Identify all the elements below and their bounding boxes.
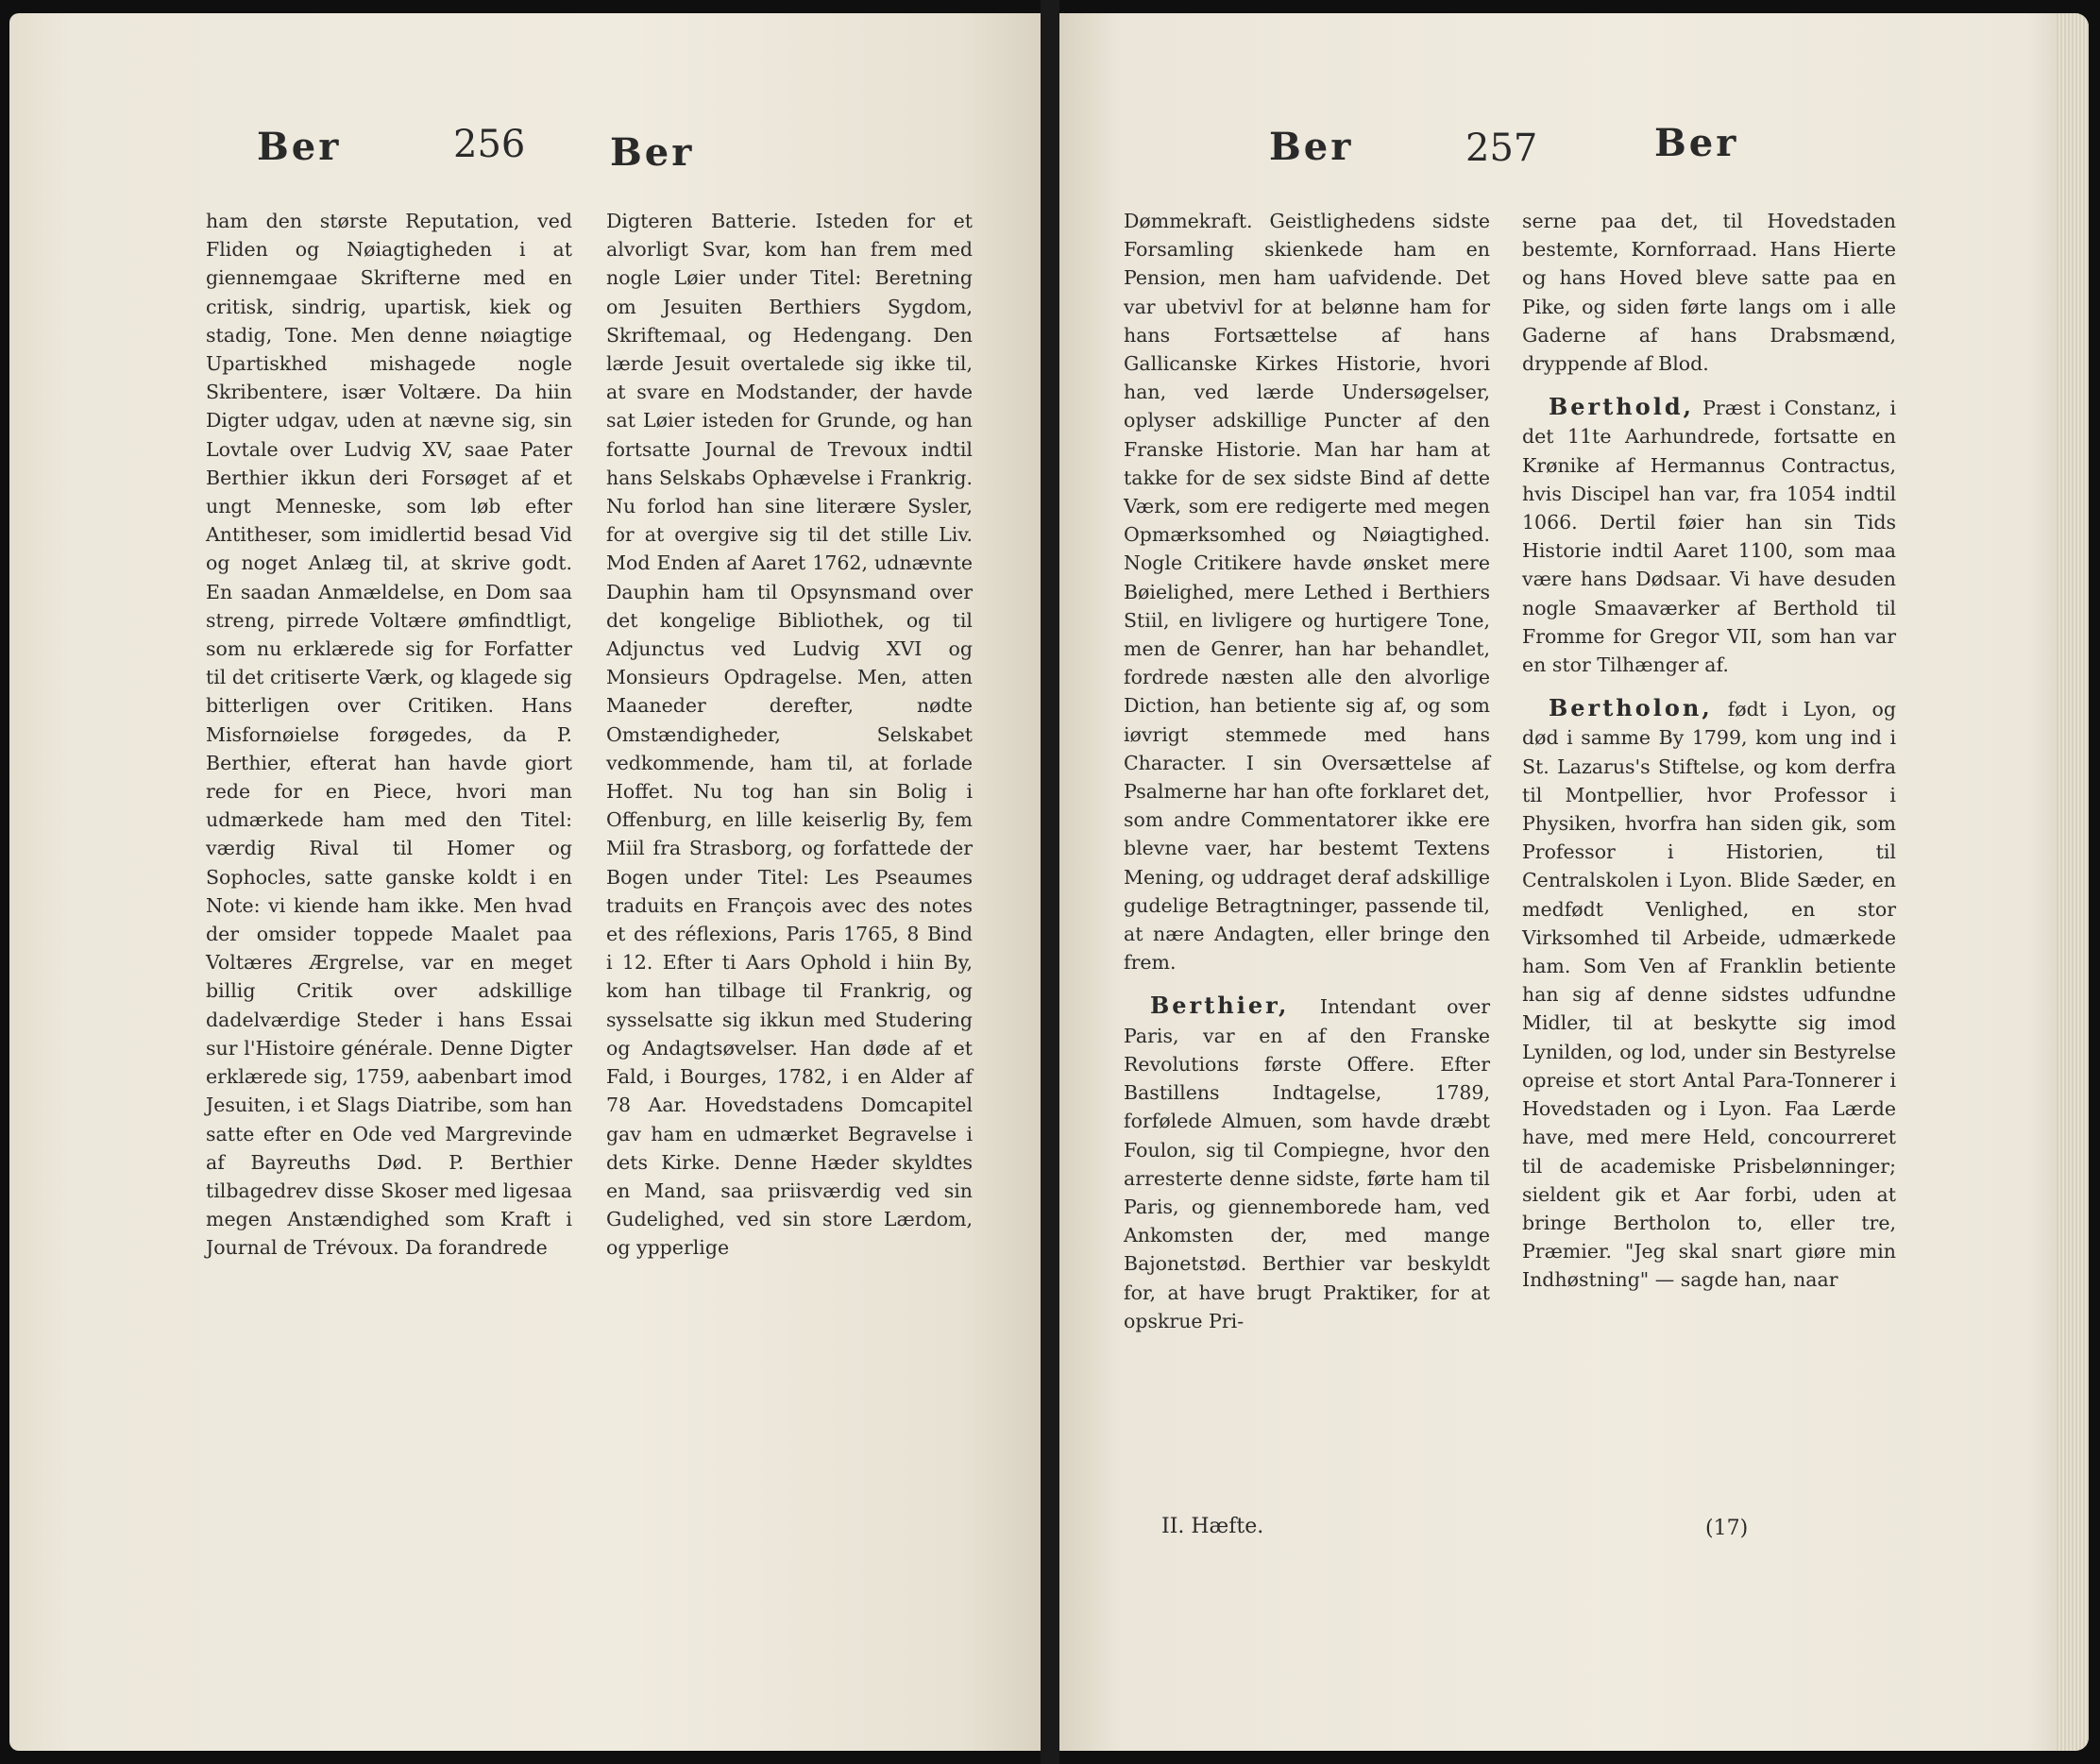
- entry-text: Præst i Constanz, i det 11te Aarhundrede, fortsatte en Krønike af Hermannus Contractus, hvis Discipel han var, fra 1054 indtil 1066. Dertil føier han sin Tids Historie indtil Aaret 1100, som maa være hans Dødsaar. Vi have desuden nogle Smaaværker af Berthold til Fromme for Gregor VII, som han var en stor Tilhænger af.: [1522, 397, 1896, 677]
- catchword: (17): [1705, 1517, 1749, 1540]
- right-page: [1059, 13, 2089, 1751]
- left-col1-paragraph: ham den største Reputation, ved Fliden og Nøiagtigheden i at giennemgaae Skrifterne med en critisk, sindrig, upartisk, kiek og stadig, Tone. Men denne nøiagtige Upartiskhed mishagede nogle Skribentere, især Voltære. Da hiin Digter udgav, uden at nævne sig, sin Lovtale over Ludvig XV, saae Pater Berthier ikkun deri Forsøget af et ungt Menneske, som løb efter Antitheser, som imidlertid besad Vid og noget Anlæg til, at skrive godt. En saadan Anmældelse, en Dom saa streng, pirrede Voltære ømfindtligt, som nu erklærede sig for Forfatter til det critiserte Værk, og klagede sig bitterligen over Critiken. Hans Misfornøielse forøgedes, da P. Berthier, efterat han havde giort rede for en Piece, hvori man udmærkede ham med den Titel: værdig Rival til Homer og Sophocles, satte ganske koldt i en Note: vi kiende ham ikke. Men hvad der omsider toppede Maalet paa Voltæres Ærgrelse, var en meget billig Critik over adskillige dadelværdige Steder i hans Essai sur l'Histoire générale. Denne Digter erklærede sig, 1759, aabenbart imod Jesuiten, i et Slags Diatribe, som han satte efter en Ode ved Margrevinde af Bayreuths Død. P. Berthier tilbagedrev disse Skoser med ligesaa megen Anstændighed som Kraft i Journal de Trévoux. Da forandrede: [206, 210, 572, 1260]
- entry-text: Intendant over Paris, var en af den Franske Revolutions første Offere. Efter Bastillens Indtagelse, 1789, forfølede Almuen, som havde dræbt Foulon, sig til Compiegne, hvor den arresterte denne sidste, førte ham til Paris, og giennemborede ham, ved Ankomsten der, med mange Bajonetstød. Berthier var beskyldt for, at have brugt Praktiker, for at opskrue Pri-: [1124, 995, 1490, 1332]
- left-page-number: 256: [453, 123, 526, 166]
- right-headword-right: Ber: [1654, 121, 1739, 165]
- right-col1-continuation: Dømmekraft. Geistlighedens sidste Forsamling skienkede ham en Pension, men ham uafvidende. Det var ubetvivl for at belønne ham for hans Fortsættelse af hans Gallicanske Kirkes Historie, hvori han, ved lærde Undersøgelser, oplyser adskillige Puncter af den Franske Historie. Man har ham at takke for de sex sidste Bind af dette Værk, som ere redigerte med megen Opmærksomhed og Nøiagtighed. Nogle Critikere havde ønsket mere Bøielighed, mere Lethed i Berthiers Stiil, en livligere og hurtigere Tone, men de Genrer, han har behandlet, fordrede næsten alle den alvorlige Diction, han betiente sig af, og som iøvrigt stemmede med hans Character. I sin Oversættelse af Psalmerne har han ofte forklaret det, som andre Commentatorer ikke ere blevne vaer, har bestemt Textens Mening, og uddraget deraf adskillige gudelige Betragtninger, passende til, at nære Andagten, eller bringe den frem.: [1124, 210, 1490, 975]
- entry-berthier-intendant: [1124, 992, 1490, 1334]
- right-headword-left: Ber: [1269, 125, 1354, 169]
- right-column-2: [1522, 207, 1896, 1295]
- left-running-head: [9, 125, 1041, 181]
- page-edge: [2057, 13, 2089, 1751]
- book-gutter: [1041, 0, 1059, 1764]
- left-column-1: [206, 207, 572, 1263]
- left-headword-right: Ber: [610, 130, 695, 175]
- entry-text: født i Lyon, og død i samme By 1799, kom ung ind i St. Lazarus's Stiftelse, og kom derfra til Montpellier, hvor Professor i Physiken, hvorfra han siden gik, som Professor i Historien, til Centralskolen i Lyon. Blide Sæder, en medfødt Venlighed, en stor Virksomhed til Arbeide, udmærkede ham. Som Ven af Franklin betiente han sig af denne sidstes udfundne Midler, til at beskytte sig imod Lynilden, og lod, under sin Bestyrelse opreise et stort Antal Para-Tonnerer i Hovedstaden og i Lyon. Faa Lærde have, med mere Held, concourreret til de academiske Prisbelønninger; sieldent gik et Aar forbi, uden at bringe Bertholon to, eller tre, Præmier. "Jeg skal snart giøre min Indhøstning" — sagde han, naar: [1522, 698, 1896, 1292]
- left-column-2: [606, 207, 973, 1263]
- right-col2-continuation: serne paa det, til Hovedstaden bestemte, Kornforraad. Hans Hierte og hans Hoved bleve satte paa en Pike, og siden førte langs om i alle Gaderne af hans Drabsmænd, dryppende af Blod.: [1522, 210, 1896, 376]
- entry-headword: Bertholon,: [1549, 694, 1713, 722]
- entry-headword: Berthold,: [1549, 393, 1694, 421]
- signature-mark: II. Hæfte.: [1161, 1515, 1264, 1538]
- right-page-number: 257: [1465, 127, 1538, 170]
- right-running-head: [1059, 121, 2089, 181]
- entry-berthold: [1522, 393, 1896, 679]
- entry-headword: Berthier,: [1150, 992, 1290, 1020]
- left-headword-left: Ber: [257, 125, 342, 169]
- entry-bertholon: [1522, 694, 1896, 1294]
- right-column-1: [1124, 207, 1490, 1335]
- left-page: [9, 13, 1041, 1751]
- left-col2-paragraph: Digteren Batterie. Isteden for et alvorligt Svar, kom han frem med nogle Løier under Titel: Beretning om Jesuiten Berthiers Sygdom, Skriftemaal, og Hedengang. Den lærde Jesuit overtalede sig ikke til, at svare en Modstander, der havde sat Løier isteden for Grunde, og han fortsatte Journal de Trevoux indtil hans Selskabs Ophævelse i Frankrig. Nu forlod han sine literære Sysler, for at overgive sig til det stille Liv. Mod Enden af Aaret 1762, udnævnte Dauphin ham til Opsynsmand over det kongelige Bibliothek, og til Adjunctus ved Ludvig XVI og Monsieurs Opdragelse. Men, atten Maaneder derefter, nødte Omstændigheder, Selskabet vedkommende, ham til, at forlade Hoffet. Nu tog han sin Bolig i Offenburg, en lille keiserlig By, fem Miil fra Strasborg, og forfattede der Bogen under Titel: Les Pseaumes traduits en François avec des notes et des réflexions, Paris 1765, 8 Bind i 12. Efter ti Aars Ophold i hiin By, kom han tilbage til Frankrig, og sysselsatte sig ikkun med Studering og Andagtsøvelser. Han døde af et Fald, i Bourges, 1782, i en Alder af 78 Aar. Hovedstadens Domcapitel gav ham en udmærket Begravelse i dets Kirke. Denne Hæder skyldtes en Mand, saa priisværdig ved sin Gudelighed, ved sin store Lærdom, og ypperlige: [606, 210, 973, 1260]
